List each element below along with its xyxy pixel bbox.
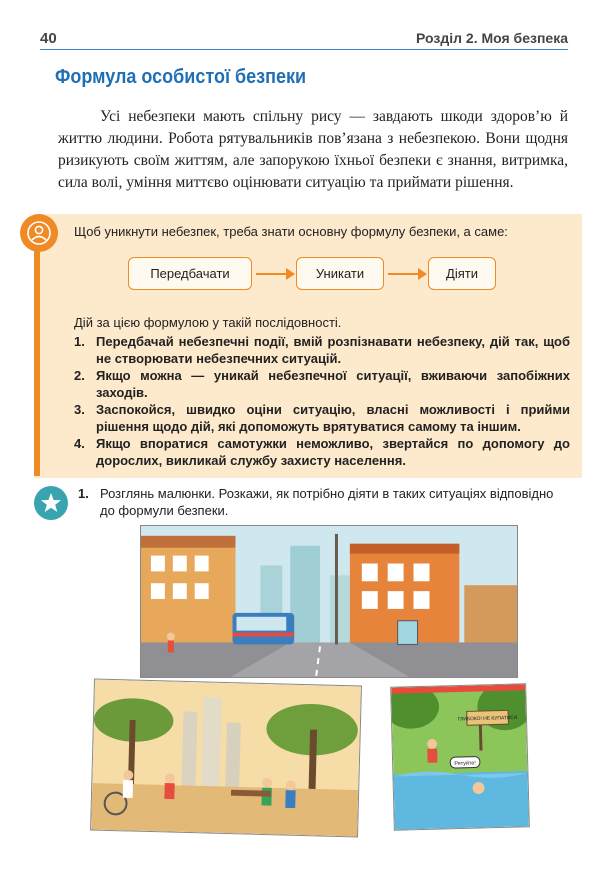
- step-number: 3.: [74, 402, 85, 417]
- star-icon: [34, 486, 68, 520]
- section-title: Розділ 2. Моя безпека: [416, 30, 568, 46]
- formula-step-avoid: Уникати: [296, 257, 384, 290]
- step-text: Якщо можна — уникай небезпечної ситуації, вживаючи запобіжних заходів.: [96, 368, 570, 400]
- page-heading: Формула особистої безпеки: [55, 66, 307, 88]
- intro-paragraph: Усі небезпеки мають спільну рису — завдають шкоди здоров’ю й життю людини. Робота рятувальників пов’язана з небезпекою. Вони щодня ризикують своїм життям, але запорукою їхньої безпеки є знання, витримка, сила волі, уміння миттєво оцінювати ситуацію та приймати рішення.: [58, 108, 568, 191]
- speech-bubble-text: Рятуйте!: [454, 760, 476, 768]
- list-item: [74, 436, 570, 469]
- task: [78, 485, 570, 519]
- step-text: Якщо впоратися самотужки неможливо, звертайся по допомогу до дорослих, викликай службу захисту населення.: [96, 436, 570, 468]
- step-number: 1.: [74, 334, 85, 349]
- rule-intro: Щоб уникнути небезпек, треба знати основну формулу безпеки, а саме:: [74, 224, 508, 239]
- arrow-right-icon: [254, 264, 296, 284]
- page-header: [40, 28, 568, 50]
- rule-accent-bar: [34, 232, 40, 476]
- pond-illustration: [390, 683, 530, 831]
- task-text: Розглянь малюнки. Розкажи, як потрібно діяти в таких ситуаціях відповідно до формули безпеки.: [100, 486, 554, 518]
- step-text: Заспокойся, швидко оціни ситуацію, власні можливості і прийми рішення щодо дій, які допоможуть врятуватися самому та іншим.: [96, 402, 570, 434]
- formula-step-act: Діяти: [428, 257, 496, 290]
- page-number: 40: [40, 30, 57, 47]
- order-title: Дій за цією формулою у такій послідовності.: [74, 315, 342, 330]
- list-item: [74, 334, 570, 367]
- arrow-right-icon: [386, 264, 428, 284]
- pond-sign-text: ГЛИБОКО! НЕ КУПАТИСЯ: [457, 715, 518, 723]
- list-item: [74, 368, 570, 401]
- person-icon: [20, 214, 58, 252]
- formula-step-foresee: Передбачати: [128, 257, 252, 290]
- list-item: [74, 402, 570, 435]
- street-illustration: [140, 525, 518, 678]
- park-illustration: [90, 679, 362, 838]
- step-number: 2.: [74, 368, 85, 383]
- step-number: 4.: [74, 436, 85, 451]
- step-text: Передбачай небезпечні події, вмій розпізнавати небезпеку, дій так, щоб не створювати небезпечних ситуацій.: [96, 334, 570, 366]
- task-number: 1.: [78, 486, 89, 501]
- steps-list: [74, 334, 570, 470]
